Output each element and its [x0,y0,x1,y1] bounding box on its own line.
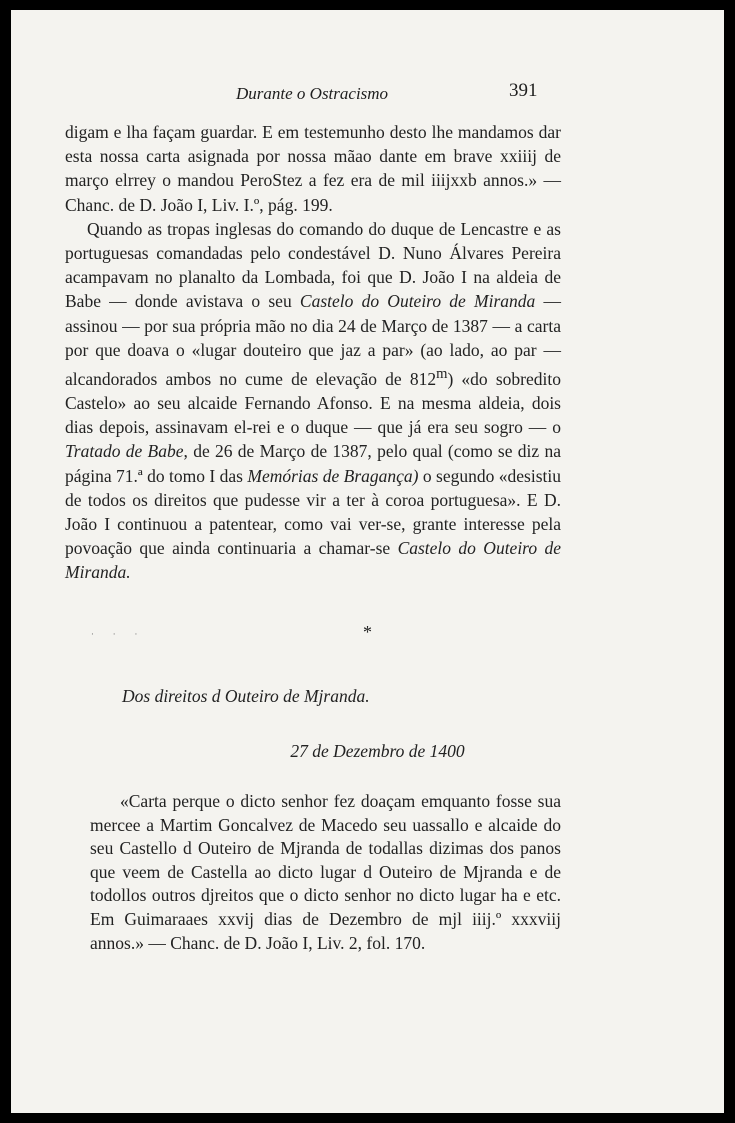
text-run: — assinou — por sua própria mão no dia 24 de Março de 1387 — a carta por que doava o «lugar douteiro que jaz a par» (ao lado, ao par — alcandorados ambos no cume de elevação de 812 [65,291,561,389]
text-run: Quando as tropas inglesas do comando do duque de Lencastre e as portuguesas comandadas pelo condestável D. Nuno Álvares Pereira acampavam no planalto da Lombada, foi que D. João I na aldeia de Babe — donde avistava o seu [65,218,561,312]
running-title: Durante o Ostracismo [236,84,389,103]
main-text [65,120,561,585]
italic-castelo: Castelo do Outeiro de Miranda [299,291,536,312]
paragraph-continuation: digam e lha façam guardar. E em testemunho desto lhe mandamos dar esta nossa carta asignada por nossa mãao dante em brave xxiiij de março elrrey o mandou PeroStez a fez era de mil iiijxxb annos.» — Chanc. de D. João I, Liv. I.º, pág. 199. [65,122,561,215]
book-page [11,10,724,1113]
text-run: , de 26 de Março de 1387, pelo qual (como se diz na página 71.ª do tomo I das [65,441,561,486]
italic-castelo-end: Castelo do Outeiro de Miranda. [65,538,561,583]
paragraph-lencastre [65,217,561,585]
quote-paragraph: «Carta perque o dicto senhor fez doaçam emquanto fosse sua mercee a Martim Goncalvez de Macedo seu uassallo e alcaide do seu Castello d Outeiro de Mjranda de todallas dizimas dos panos que veem de Castella ao dicto lugar d Outeiro de Mjranda e de todollos outros djreitos que o dicto senhor no dicto lugar ha e etc. Em Guimaraaes xxvij dias de Dezembro de mjl iiij.º xxxviij annos.» — Chanc. de D. João I, Liv. 2, fol. 170. [90,791,561,953]
superscript-m: m [436,366,448,383]
page-number: 391 [509,80,538,101]
text-run: ) «do sobredito Castelo» ao seu alcaide Fernando Afonso. E na mesma aldeia, dois dias depois, assinavam el-rei e o duque — que já era seu sogro — o [65,368,561,438]
text-run: o segundo «desistiu de todos os direitos que pudesse vir a ter à coroa portuguesa». E D. João I continuou a patentear, como vai ver-se, grante interesse pela povoação que ainda continuaria a chamar-se [65,465,561,559]
quoted-document [90,790,561,955]
section-date: 27 de Dezembro de 1400 [290,741,465,761]
section-separator: * [363,622,372,642]
paper-specks: · · · [91,630,146,640]
page-header [11,76,724,106]
italic-tratado: Tratado de Babe [65,441,184,462]
section-heading: Dos direitos d Outeiro de Mjranda. [122,686,370,706]
italic-memorias: Memórias de Bragança) [247,465,419,486]
